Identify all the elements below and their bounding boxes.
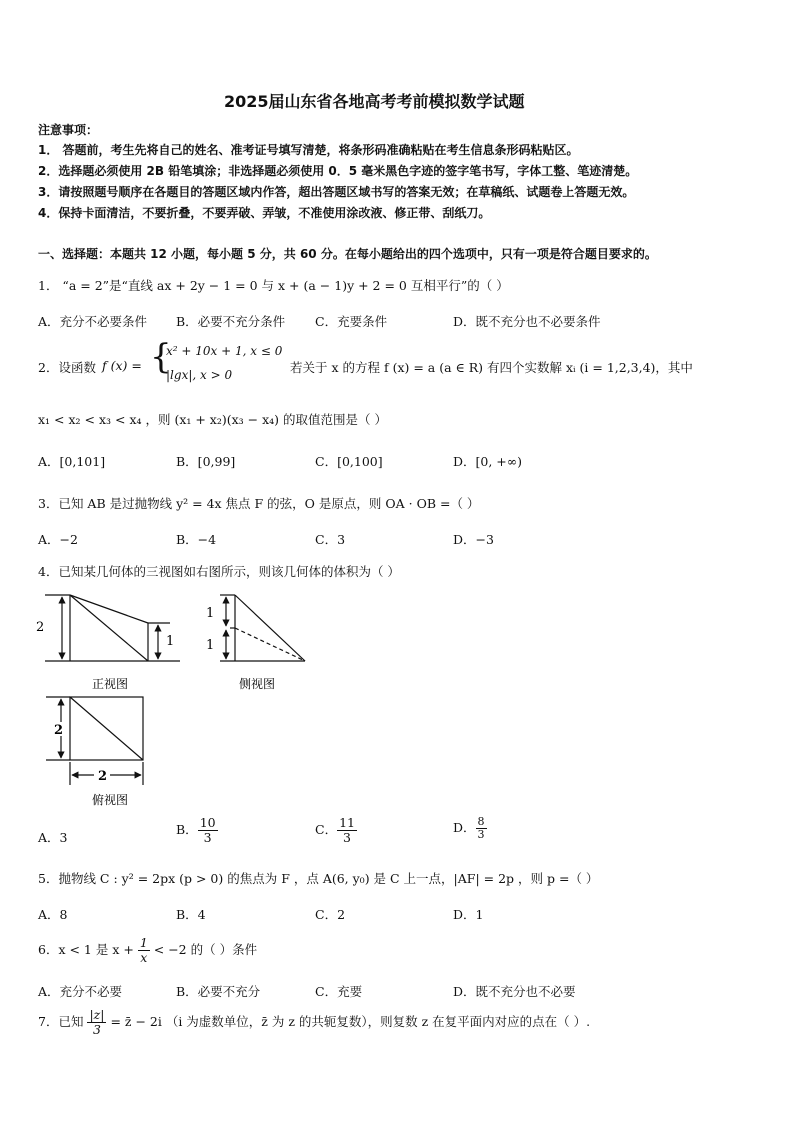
side-view-label: 侧视图 xyxy=(239,677,276,691)
notice-item: 1． 答题前，考生先将自己的姓名、准考证号填写清楚，将条形码准确粘贴在考生信息条形码粘贴区。 xyxy=(38,143,579,157)
q2-case-2: |lgx|, x > 0 xyxy=(166,368,233,382)
page-title: 2025届山东省各地高考考前模拟数学试题 xyxy=(224,92,525,111)
side-upper-label: 1 xyxy=(206,606,215,621)
notice-heading: 注意事项： xyxy=(38,123,99,137)
front-height-label: 2 xyxy=(36,620,45,635)
q5-option-c: C．2 xyxy=(315,907,346,922)
q1-option-d: D．既不充分也不必要条件 xyxy=(453,314,601,329)
side-view xyxy=(220,595,305,661)
question-2-suffix: 若关于 x 的方程 f (x) = a (a ∈ R) 有四个实数解 xᵢ (i = 1,2,3,4)，其中 xyxy=(290,360,693,375)
q6-option-b: B．必要不充分 xyxy=(176,984,261,999)
q4-option-b: B． $\frac{10}{3}$ xyxy=(176,815,216,845)
top-width-label: 2 xyxy=(98,769,108,784)
top-height-label: 2 xyxy=(54,723,64,738)
notice-item: 3．请按照题号顺序在各题目的答题区域内作答，超出答题区域书写的答案无效；在草稿纸、试题卷上答题无效。 xyxy=(38,185,635,199)
q2-case-1: x² + 10x + 1, x ≤ 0 xyxy=(166,344,283,358)
q2-option-b: B．[0,99] xyxy=(176,454,236,469)
front-view xyxy=(45,595,180,661)
question-5-stem: 5．抛物线 C : y² = 2px (p > 0) 的焦点为 F ，点 A(6, y₀) 是 C 上一点，|AF| = 2p ，则 p =（ ） xyxy=(38,871,599,886)
q5-option-a: A．8 xyxy=(38,907,68,922)
question-1-stem: 1． “a = 2”是“直线 ax + 2y − 1 = 0 与 x + (a − 1)y + 2 = 0 互相平行”的（ ） xyxy=(38,278,509,293)
q5-option-b: B．4 xyxy=(176,907,206,922)
question-2-prefix: 2．设函数 xyxy=(38,360,96,375)
q6-option-a: A．充分不必要 xyxy=(38,984,123,999)
q6-option-c: C．充要 xyxy=(315,984,363,999)
question-6-stem: 6．x < 1 是 x + $\frac{1}{x}$ < −2 的（ ）条件 xyxy=(38,935,258,965)
q6-option-d: D．既不充分也不必要 xyxy=(453,984,576,999)
side-lower-label: 1 xyxy=(206,638,215,653)
q2-option-c: C．[0,100] xyxy=(315,454,383,469)
section-heading: 一、选择题：本题共 12 小题，每小题 5 分，共 60 分。在每小题给出的四个选项中，只有一项是符合题目要求的。 xyxy=(38,247,657,261)
notice-item: 4．保持卡面清洁，不要折叠，不要弄破、弄皱，不准使用涂改液、修正带、刮纸刀。 xyxy=(38,206,491,220)
top-view-label: 俯视图 xyxy=(92,793,129,807)
q2-option-d: D．[0, +∞) xyxy=(453,454,523,469)
q1-option-b: B．必要不充分条件 xyxy=(176,314,286,329)
q2-function-name: f (x) = xyxy=(102,358,142,373)
q4-option-c: C． $\frac{11}{3}$ xyxy=(315,815,355,845)
q3-option-c: C．3 xyxy=(315,532,346,547)
q5-option-d: D．1 xyxy=(453,907,484,922)
question-7-stem: 7．已知 $\frac{|z|}{3}$ = z̄ − 2i （i 为虚数单位，z̄ 为 z 的共轭复数），则复数 z 在复平面内对应的点在（ ）. xyxy=(38,1007,591,1037)
front-height2-label: 1 xyxy=(166,634,175,649)
question-2-line2: x₁ < x₂ < x₃ < x₄ ，则 (x₁ + x₂)(x₃ − x₄) 的取值范围是（ ） xyxy=(38,412,387,427)
three-view-figure xyxy=(30,585,330,815)
q3-option-a: A．−2 xyxy=(38,532,78,547)
question-3-stem: 3．已知 AB 是过抛物线 y² = 4x 焦点 F 的弦，O 是原点，则 OA · OB =（ ） xyxy=(38,496,480,511)
q3-option-b: B．−4 xyxy=(176,532,217,547)
front-view-label: 正视图 xyxy=(92,677,129,691)
q1-option-c: C．充要条件 xyxy=(315,314,388,329)
q4-option-d: D． $\frac{8}{3}$ xyxy=(453,815,485,842)
q3-option-d: D．−3 xyxy=(453,532,494,547)
brace-icon: { xyxy=(150,337,172,377)
notice-item: 2．选择题必须使用 2B 铅笔填涂；非选择题必须使用 0．5 毫米黑色字迹的签字笔书写，字体工整、笔迹清楚。 xyxy=(38,164,638,178)
question-4-stem: 4．已知某几何体的三视图如右图所示，则该几何体的体积为（ ） xyxy=(38,564,400,579)
q1-option-a: A．充分不必要条件 xyxy=(38,314,148,329)
q4-option-a: A．3 xyxy=(38,830,68,845)
q2-option-a: A．[0,101] xyxy=(38,454,106,469)
